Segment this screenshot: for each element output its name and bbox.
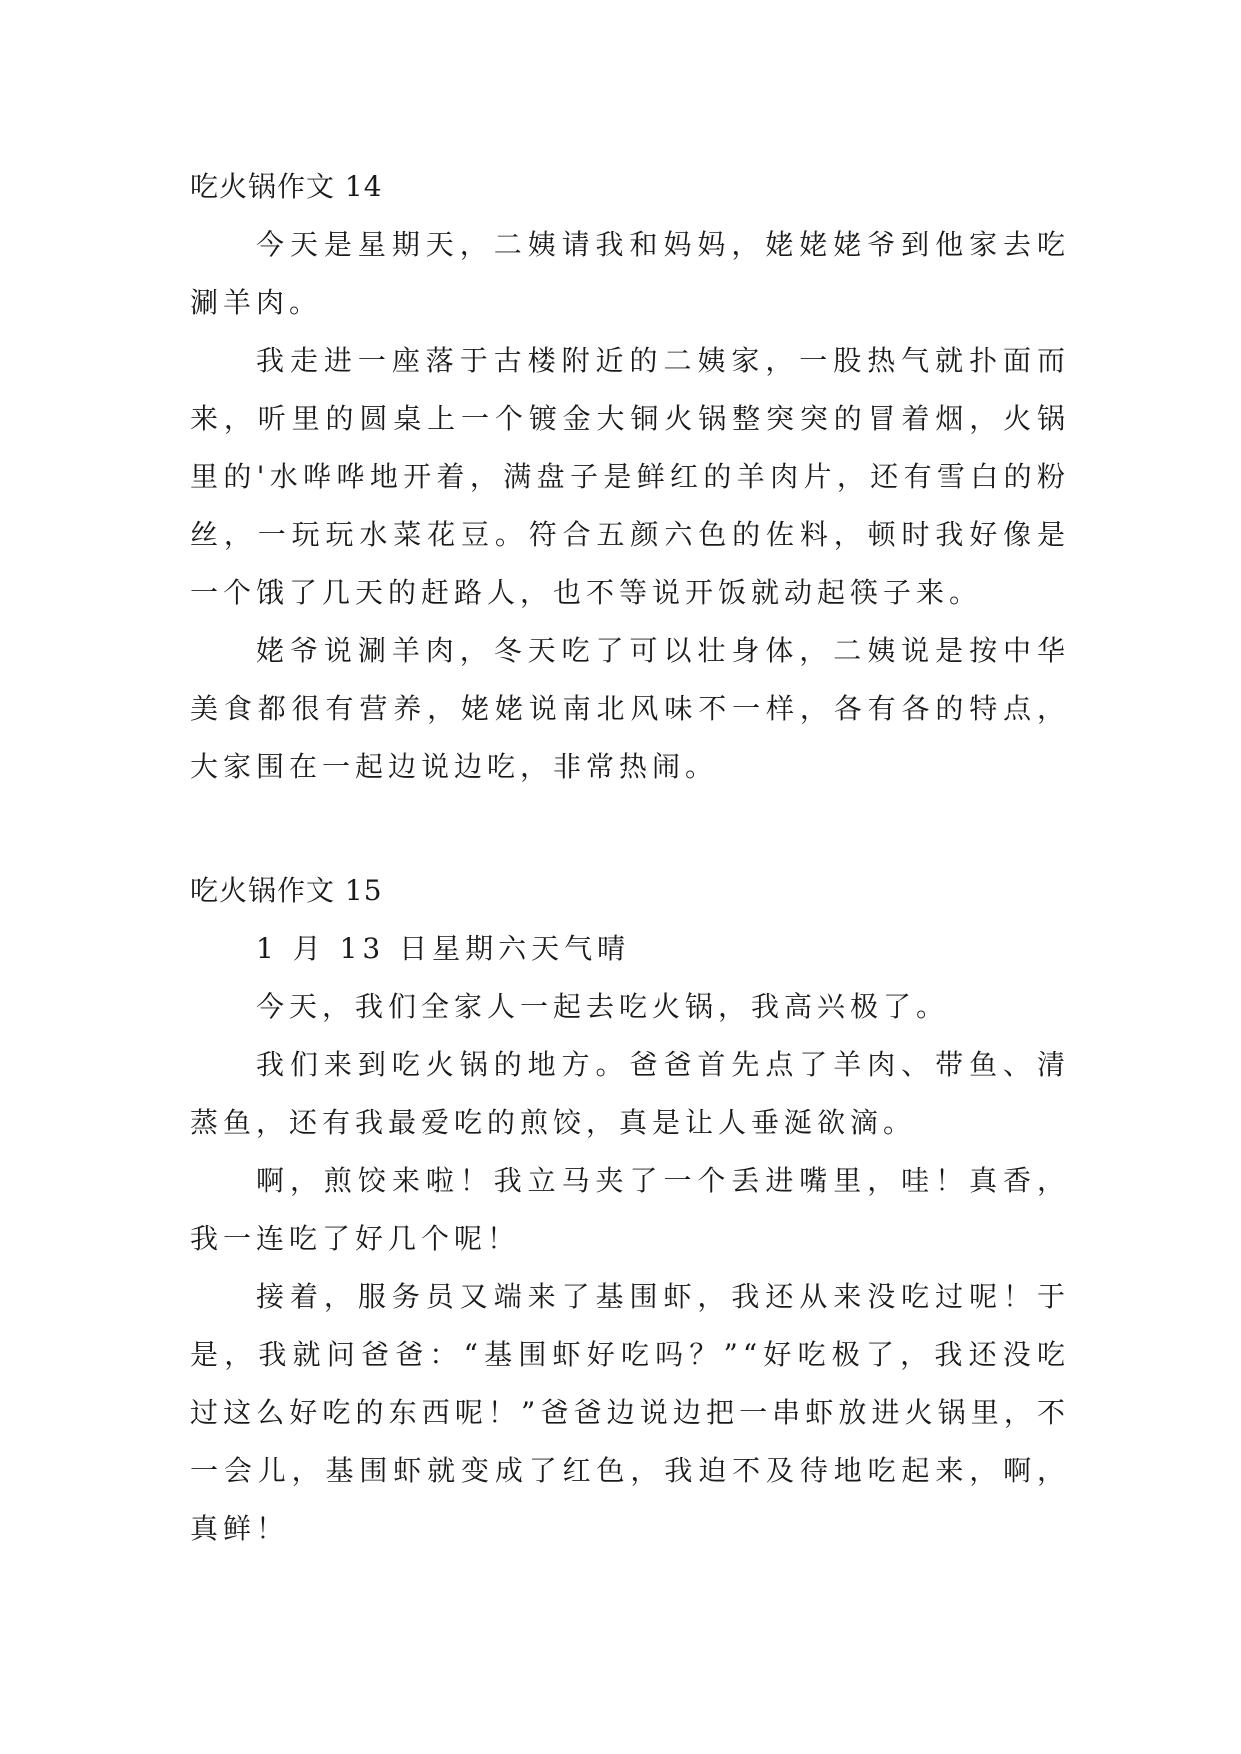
essay-paragraph: 我走进一座落于古楼附近的二姨家，一股热气就扑面而来，听里的圆桌上一个镀金大铜火锅整突突的冒着烟，火锅里的'水哗哗地开着，满盘子是鲜红的羊肉片，还有雪白的粉丝，一玩玩水菜花豆。符合五颜六色的佐料，顿时我好像是一个饿了几天的赶路人，也不等说开饭就动起筷子来。 <box>190 344 1070 609</box>
essay-paragraph: 啊，煎饺来啦！我立马夹了一个丢进嘴里，哇！真香，我一连吃了好几个呢！ <box>190 1164 1070 1255</box>
essay-paragraph: 姥爷说涮羊肉，冬天吃了可以壮身体，二姨说是按中华美食都很有营养，姥姥说南北风味不一样，各有各的特点，大家围在一起边说边吃，非常热闹。 <box>190 634 1070 783</box>
essay-section-15 <box>190 862 1070 1558</box>
essay-paragraph: 接着，服务员又端来了基围虾，我还从来没吃过呢！于是，我就问爸爸：“基围虾好吃吗？”“好吃极了，我还没吃过这么好吃的东西呢！”爸爸边说边把一串虾放进火锅里，不一会儿，基围虾就变成了红色，我迫不及待地吃起来，啊，真鲜！ <box>190 1280 1070 1545</box>
essay-title: 吃火锅作文 15 <box>190 874 383 907</box>
essay-paragraph: 今天，我们全家人一起去吃火锅，我高兴极了。 <box>256 990 950 1023</box>
essay-date-line: 1 月 13 日星期六天气晴 <box>256 932 631 965</box>
essay-paragraph: 我们来到吃火锅的地方。爸爸首先点了羊肉、带鱼、清蒸鱼，还有我最爱吃的煎饺，真是让人垂涎欲滴。 <box>190 1048 1070 1139</box>
essay-title: 吃火锅作文 14 <box>190 170 383 203</box>
essay-paragraph: 今天是星期天，二姨请我和妈妈，姥姥姥爷到他家去吃涮羊肉。 <box>190 228 1070 319</box>
essay-section-14 <box>190 158 1070 796</box>
